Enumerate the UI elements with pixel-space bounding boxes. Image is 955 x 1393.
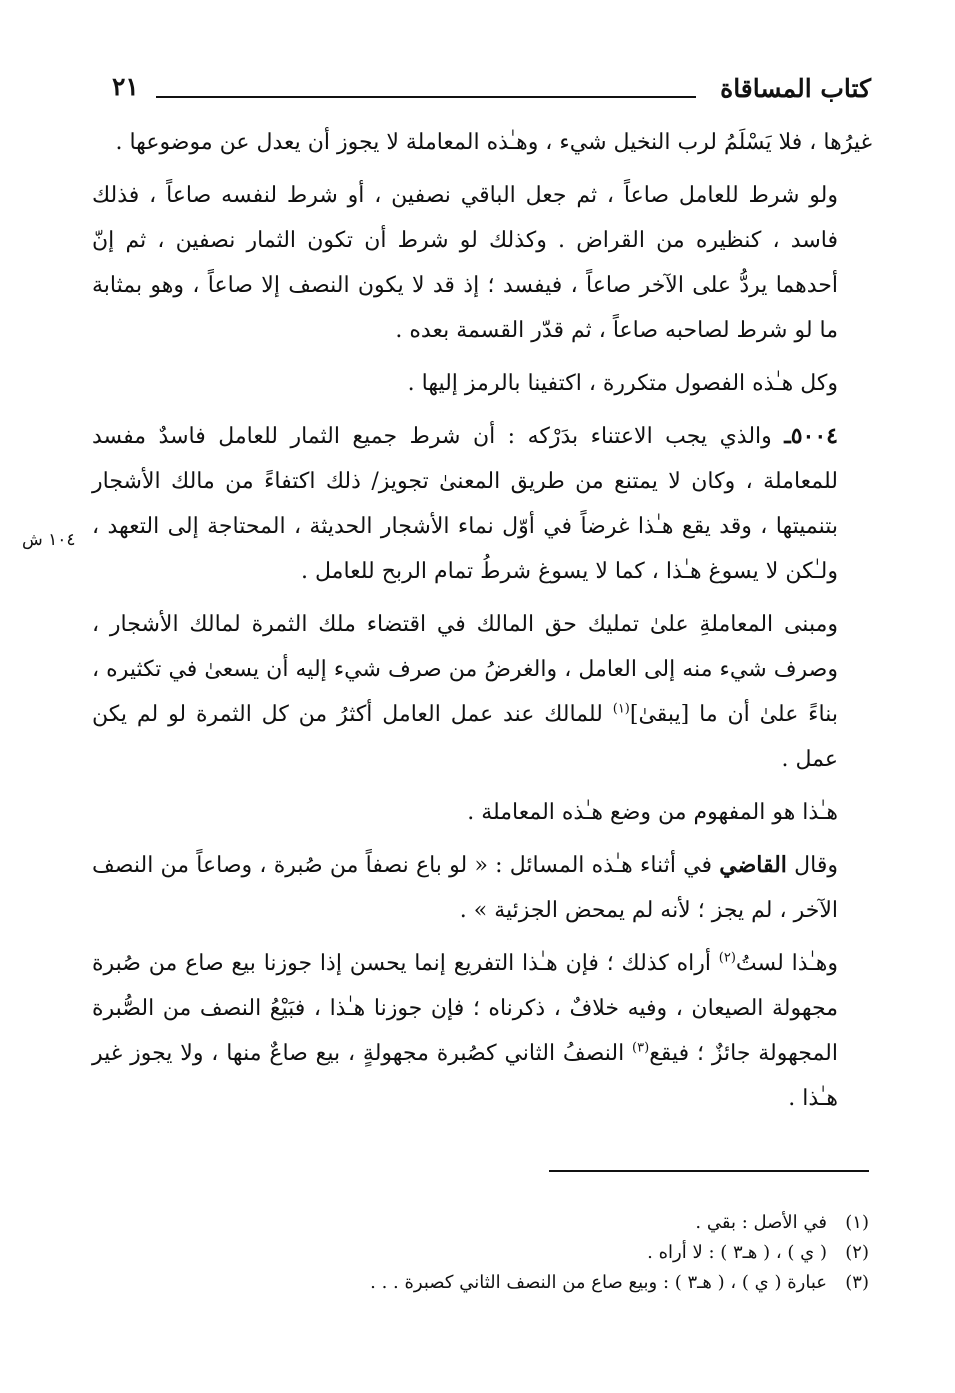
footnote-number: (٢) (845, 1242, 869, 1263)
footnote-item (169, 1208, 869, 1238)
paragraph-1 (92, 120, 872, 165)
paragraph-3 (92, 361, 872, 406)
footnote-item (169, 1238, 869, 1268)
paragraph-1-text: غيرُها ، فلا يَسْلَمُ لرب النخيل شيء ، وهـٰذه المعاملة لا يجوز أن يعدل عن موضوعها . (115, 130, 872, 155)
paragraph-7 (92, 843, 872, 933)
paragraph-5-text-a: ومبنى المعاملةِ علىٰ تمليك حق المالك في اقتضاء ملك الثمرة لمالك الأشجار ، وصرف شيء منه إلى العامل ، والغرضُ من صرف شيء إليه أن يسعىٰ في تكثيره ، بناءً علىٰ أن ما [يبقىٰ] (92, 612, 838, 727)
paragraph-6 (92, 790, 872, 835)
footnote-number: (١) (845, 1212, 869, 1233)
paragraph-3-text: وكل هـٰذه الفصول متكررة ، اكتفينا بالرمز إليها . (407, 371, 838, 396)
footnote-number: (٣) (845, 1272, 869, 1293)
paragraph-2 (92, 173, 872, 353)
paragraph-8-text-c: النصفُ الثاني كصُبرة مجهولةٍ ، بيع صاعٌ منها ، ولا يجوز غير هـٰذا . (92, 1041, 838, 1111)
footnote-text: ( ي ) ، ( هـ٣ ) : لا أراه . (647, 1242, 827, 1263)
paragraph-7-text: في أثناء هـٰذه المسائل : « لو باع نصفاً من صُبرة ، وصاعاً من النصف الآخر ، لم يجز ؛ لأنه لم يمحض الجزئية » . (92, 853, 838, 923)
paragraph-8 (92, 941, 872, 1121)
paragraph-5-text-b: للمالك عند عمل العامل أكثرُ من كل الثمرة لو لم يكن عمل . (92, 702, 838, 772)
footnote-separator (549, 1170, 869, 1172)
issue-number: ٥٠٠٤ـ (784, 423, 838, 449)
chapter-title: كتاب المساقاة (720, 74, 871, 103)
page-number: ٢١ (112, 72, 139, 101)
paragraph-6-text: هـٰذا هو المفهوم من وضع هـٰذه المعاملة . (467, 800, 838, 825)
paragraph-2-text: ولو شرط للعامل صاعاً ، ثم جعل الباقي نصفين ، أو شرط لنفسه صاعاً ، فذلك فاسد ، كنظيره من القراض . وكذلك لو شرط أن تكون الثمار نصفين ، ثم إنّ أحدهما يردُّ على الآخر صاعاً ، فيفسد ؛ إذ قد لا يكون النصف إلا صاعاً ، وهو بمثابة ما لو شرط لصاحبه صاعاً ، ثم قدّر القسمة بعده . (92, 183, 838, 343)
paragraph-8-text-b: أراه كذلك ؛ فإن هـٰذا التفريع إنما يحسن إذا جوزنا بيع صاع من صُبرة مجهولة الصيعان ، وفيه خلافٌ ، ذكرناه ؛ فإن جوزنا هـٰذا ، فبَيْعُ النصف من الصُّبرة المجهولة جائزٌ ؛ فيقع (92, 951, 838, 1066)
paragraph-4 (92, 414, 872, 594)
header-rule (156, 96, 696, 98)
main-text (92, 120, 872, 1121)
footnotes (169, 1208, 869, 1298)
footnote-text: عبارة ( ي ) ، ( هـ٣ ) : وبيع صاع من النصف الثاني كصبرة . . . (370, 1272, 827, 1293)
footnote-ref-1: (١) (612, 701, 630, 717)
cited-name: القاضي (719, 852, 787, 878)
footnote-ref-3: (٣) (632, 1040, 650, 1056)
footnote-text: في الأصل : بقي . (695, 1212, 827, 1233)
running-header (96, 70, 871, 114)
margin-folio-note: ١٠٤ ش (22, 530, 76, 550)
paragraph-4-text: والذي يجب الاعتناء بدَرْكه : أن شرط جميع الثمار للعامل فاسدٌ مفسد للمعاملة ، وكان لا يمتنع من طريق المعنىٰ تجويز/ ذلك اكتفاءً من مالك الأشجار بتنميتها ، وقد يقع هـٰذا غرضاً في أوّل نماء الأشجار الحديثة ، المحتاجة إلى التعهد ، ولـٰكن لا يسوغ هـٰذا ، كما لا يسوغ شرطُ تمام الربح للعامل . (92, 424, 838, 584)
paragraph-5 (92, 602, 872, 782)
footnote-ref-2: (٢) (718, 950, 736, 966)
paragraph-8-text-a: وهـٰذا لستُ (735, 951, 838, 976)
paragraph-7-lead: وقال (786, 853, 838, 878)
footnote-item (169, 1268, 869, 1298)
